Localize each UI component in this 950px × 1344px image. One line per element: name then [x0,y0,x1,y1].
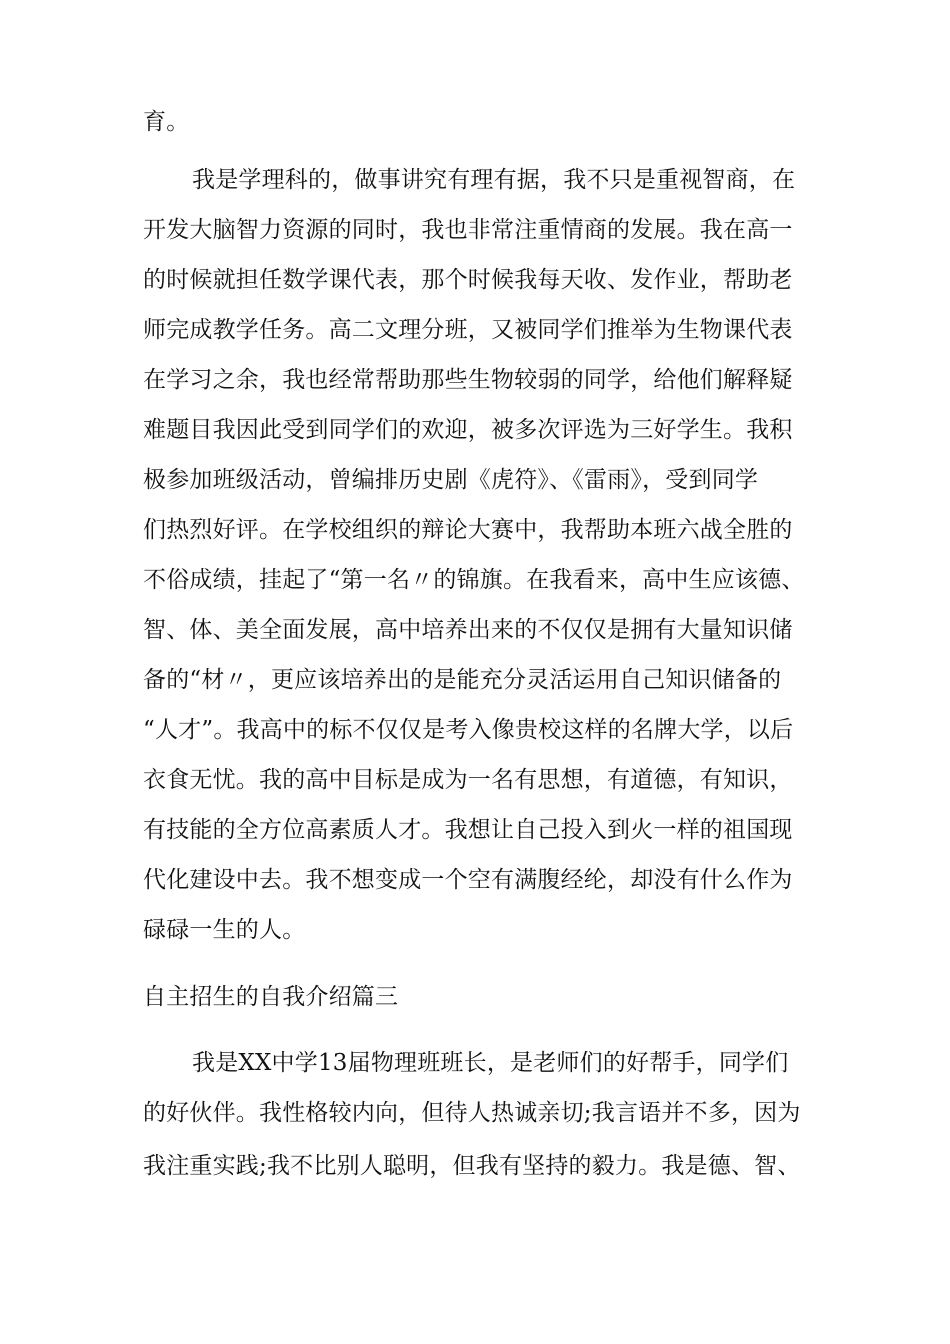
text-line: 代化建设中去。我不想变成一个空有满腹经纶，却没有什么作为 [143,867,793,893]
text-line: 碌碌一生的人。 [143,917,306,943]
text-line: 备的“材〃，更应该培养出的是能充分灵活运用自己知识储备的 [143,667,782,693]
text-line: 不俗成绩，挂起了“第一名〃的锦旗。在我看来，高中生应该德、 [143,567,805,593]
text-line: 难题目我因此受到同学们的欢迎，被多次评选为三好学生。我积 [143,417,793,443]
text-line: 师完成教学任务。高二文理分班，又被同学们推举为生物课代表 [143,317,793,343]
text-line: 极参加班级活动，曾编排历史剧《虎符》、《雷雨》，受到同学 [143,467,759,493]
text-line: 的时候就担任数学课代表，那个时候我每天收、发作业，帮助老 [143,267,793,293]
text-line: 们热烈好评。在学校组织的辩论大赛中，我帮助本班六战全胜的 [143,517,793,543]
text-line: 在学习之余，我也经常帮助那些生物较弱的同学，给他们解释疑 [143,367,793,393]
section-heading: 自主招生的自我介绍篇三 [143,984,399,1010]
text-line: 育。 [143,109,190,135]
text-line: 有技能的全方位高素质人才。我想让自己投入到火一样的祖国现 [143,817,793,843]
paragraph-first-line: 我是XX中学13届物理班班长，是老师们的好帮手，同学们 [192,1050,789,1076]
text-line: 的好伙伴。我性格较内向，但待人热诚亲切;我言语并不多，因为 [143,1100,801,1126]
text-line: “人才”。我高中的标不仅仅是考入像贵校这样的名牌大学，以后 [143,717,794,743]
text-line: 衣食无忧。我的高中目标是成为一名有思想，有道德，有知识， [143,767,793,793]
text-line: 智、体、美全面发展，高中培养出来的不仅仅是拥有大量知识储 [143,617,793,643]
paragraph-first-line: 我是学理科的，做事讲究有理有据，我不只是重视智商，在 [192,167,796,193]
text-line: 开发大脑智力资源的同时，我也非常注重情商的发展。我在高一 [143,217,793,243]
text-line: 我注重实践;我不比别人聪明，但我有坚持的毅力。我是德、智、 [143,1153,801,1179]
